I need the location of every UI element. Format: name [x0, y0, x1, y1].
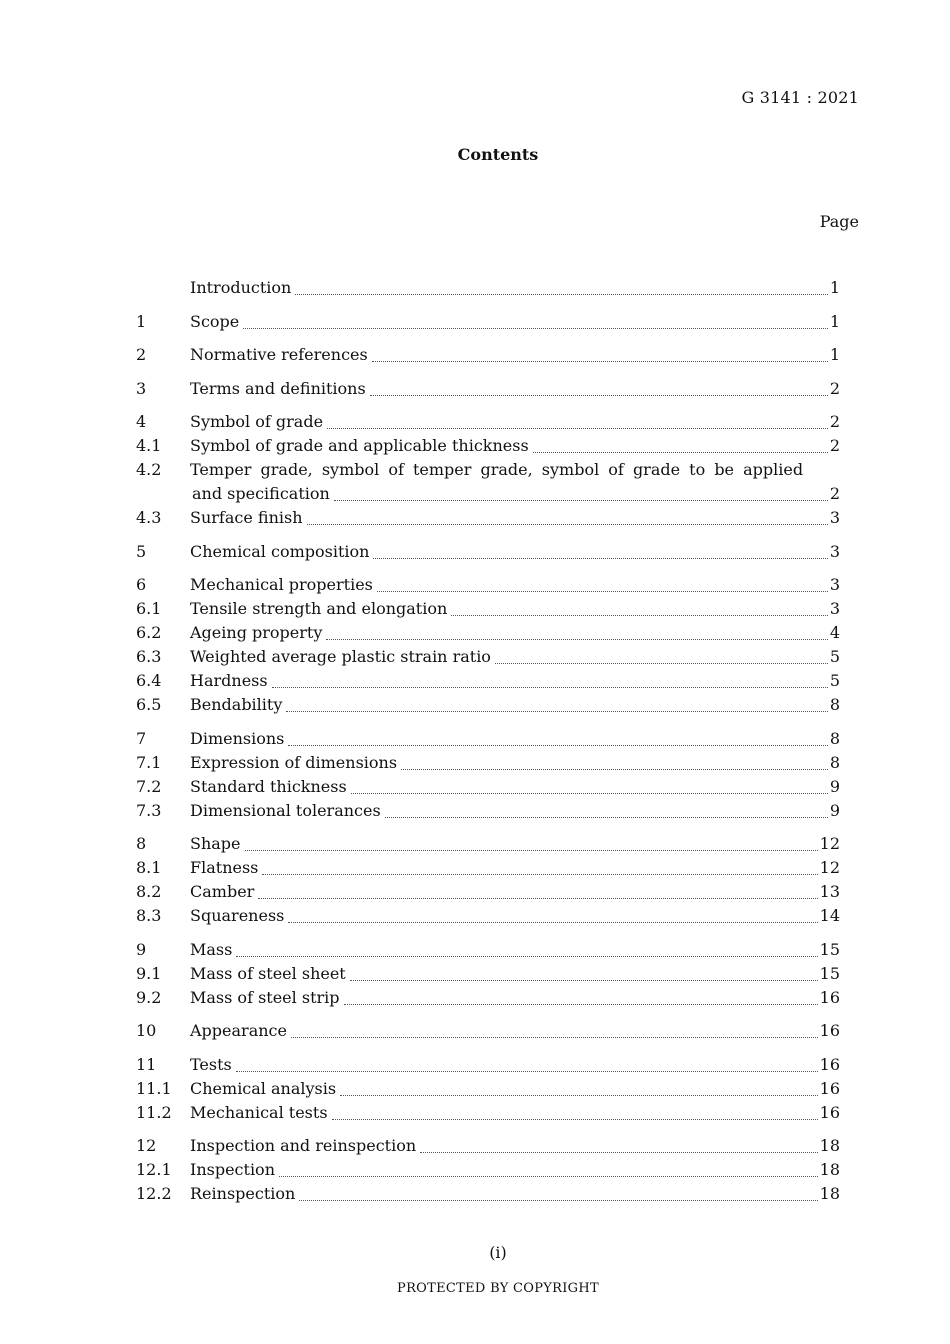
toc-entry-number: 11.2: [136, 1102, 172, 1122]
toc-entry-title: Chemical composition: [190, 541, 370, 561]
toc-entry[interactable]: [136, 1182, 840, 1206]
toc-entry[interactable]: [136, 1077, 840, 1101]
toc-entry-number: 6.1: [136, 599, 162, 618]
toc-entry-title: Mass of steel sheet: [190, 963, 346, 983]
dot-leader: [334, 500, 828, 501]
toc-entry-number: 7.3: [136, 800, 162, 820]
toc-entry-title: Inspection: [190, 1160, 275, 1179]
toc-entry-number: 4.3: [136, 508, 162, 527]
dot-leader: [351, 793, 828, 794]
toc-entry-title: Scope: [190, 311, 240, 331]
toc-entry[interactable]: [136, 1019, 840, 1043]
toc-entry-title: Weighted average plastic strain ratio: [190, 647, 491, 666]
toc-entry-page: 16: [819, 1021, 840, 1040]
dot-leader: [495, 663, 828, 664]
toc-entry[interactable]: [136, 343, 840, 367]
toc-entry[interactable]: [136, 986, 840, 1010]
toc-entry-number: 12: [136, 1136, 157, 1155]
toc-entry-title: Symbol of grade: [190, 412, 324, 431]
copyright-notice: PROTECTED BY COPYRIGHT: [397, 1281, 599, 1296]
dot-leader: [243, 328, 828, 329]
toc-entry-page: 2: [829, 484, 840, 503]
toc-entry-title: Flatness: [190, 858, 259, 877]
toc-entry-number: 7: [136, 728, 147, 748]
toc-entry-page: 5: [829, 671, 840, 690]
toc-entry-number: 6.2: [136, 623, 162, 642]
toc-entry-number: 6.3: [136, 647, 162, 666]
toc-entry-page: 2: [829, 436, 840, 455]
toc-entry-page: 12: [819, 858, 840, 877]
toc-entry-title: Hardness: [190, 671, 268, 690]
toc-entry[interactable]: [136, 540, 840, 564]
dot-leader: [299, 1200, 817, 1201]
toc-entry-title: Symbol of grade and applicable thickness: [190, 436, 529, 455]
toc-entry[interactable]: [136, 727, 840, 751]
toc-entry-title: Mass: [190, 939, 233, 959]
toc-entry-number: 4: [136, 412, 147, 431]
dot-leader: [295, 294, 827, 295]
toc-entry[interactable]: [136, 434, 840, 458]
toc-entry-page: 16: [819, 1078, 840, 1098]
toc-entry-page: 1: [829, 311, 840, 331]
toc-entry-number: 7.2: [136, 776, 162, 796]
toc-entry-number: 6.4: [136, 671, 162, 690]
toc-entry[interactable]: [136, 1134, 840, 1158]
dot-leader: [307, 524, 828, 525]
toc-entry-number: 6.5: [136, 695, 162, 714]
toc-entry-number: 11.1: [136, 1078, 172, 1098]
toc-entry[interactable]: [136, 506, 840, 530]
toc-entry-page: 9: [829, 800, 840, 820]
toc-entry-page: 4: [829, 623, 840, 642]
toc-entry[interactable]: [136, 799, 840, 823]
toc-entry[interactable]: [136, 597, 840, 621]
dot-leader: [373, 558, 827, 559]
toc-entry[interactable]: [136, 856, 840, 880]
toc-entry[interactable]: [136, 1101, 840, 1125]
dot-leader: [286, 711, 827, 712]
toc-entry-page: 3: [829, 508, 840, 527]
toc-entry-page: 8: [829, 695, 840, 714]
toc-entry-page: 18: [819, 1136, 840, 1155]
toc-entry[interactable]: [136, 775, 840, 799]
toc-entry-page: 18: [819, 1184, 840, 1203]
toc-entry[interactable]: [136, 751, 840, 775]
toc-entry-page: 14: [819, 906, 840, 925]
toc-entry[interactable]: [136, 458, 840, 482]
dot-leader: [451, 615, 828, 616]
toc-entry-title: Mechanical properties: [190, 575, 373, 594]
toc-entry-number: 8.2: [136, 882, 162, 901]
toc-entry[interactable]: [136, 276, 840, 300]
toc-entry-title: Terms and definitions: [190, 378, 366, 398]
toc-entry-page: 1: [829, 345, 840, 364]
toc-entry[interactable]: [136, 693, 840, 717]
toc-entry-page: 9: [829, 776, 840, 796]
toc-entry-title: Standard thickness: [190, 776, 347, 796]
toc-entry-title: Tensile strength and elongation: [190, 599, 448, 618]
toc-entry-number: 8: [136, 834, 147, 853]
dot-leader: [258, 898, 817, 899]
toc-entry-title: Inspection and reinspection: [190, 1136, 417, 1155]
document-code: G 3141 : 2021: [741, 88, 859, 107]
toc-entry-page: 2: [829, 378, 840, 398]
toc-entry-title: Shape: [190, 834, 241, 853]
toc-entry-page: 15: [819, 963, 840, 983]
toc-entry[interactable]: [136, 832, 840, 856]
toc-entry-number: 12.1: [136, 1160, 172, 1179]
toc-entry-page: 3: [829, 599, 840, 618]
toc-entry-title: Surface finish: [190, 508, 303, 527]
dot-leader: [344, 1004, 818, 1005]
dot-leader: [272, 687, 828, 688]
toc-entry-number: 9.1: [136, 963, 162, 983]
toc-entry-number: 8.1: [136, 858, 162, 877]
dot-leader: [420, 1152, 817, 1153]
toc-entry[interactable]: [136, 669, 840, 693]
dot-leader: [291, 1037, 818, 1038]
toc-entry[interactable]: [136, 377, 840, 401]
toc-entry[interactable]: [136, 962, 840, 986]
toc-entry-page: 3: [829, 541, 840, 561]
dot-leader: [377, 591, 828, 592]
dot-leader: [385, 817, 828, 818]
dot-leader: [245, 850, 818, 851]
toc-entry-number: 3: [136, 378, 147, 398]
dot-leader: [326, 639, 827, 640]
toc-entry[interactable]: [136, 310, 840, 334]
toc-entry-number: 10: [136, 1021, 157, 1040]
toc-entry[interactable]: [136, 621, 840, 645]
toc-entry-title: and specification: [192, 484, 330, 503]
toc-entry-page: 2: [829, 412, 840, 431]
toc-entry[interactable]: [136, 1053, 840, 1077]
toc-entry-title: Squareness: [190, 906, 285, 925]
toc-entry-title: Normative references: [190, 345, 368, 364]
toc-entry-page: 16: [819, 1054, 840, 1074]
toc-entry[interactable]: [136, 880, 840, 904]
toc-entry-title: Expression of dimensions: [190, 752, 398, 772]
table-of-contents: [136, 276, 840, 1206]
toc-entry-page: 8: [829, 728, 840, 748]
toc-entry-page: 1: [829, 278, 840, 297]
toc-entry-number: 2: [136, 345, 147, 364]
page-column-label: Page: [819, 212, 859, 231]
toc-entry-page: 16: [819, 987, 840, 1007]
toc-entry-number: 5: [136, 541, 147, 561]
toc-entry-title: Ageing property: [190, 623, 323, 642]
dot-leader: [340, 1095, 818, 1096]
toc-entry-page: 5: [829, 647, 840, 666]
toc-entry-number: 6: [136, 575, 147, 594]
dot-leader: [372, 361, 828, 362]
dot-leader: [236, 1071, 818, 1072]
toc-entry-number: 7.1: [136, 752, 162, 772]
toc-entry-page: 12: [819, 834, 840, 853]
toc-entry-title: Mechanical tests: [190, 1102, 328, 1122]
dot-leader: [533, 452, 828, 453]
toc-entry-number: 9: [136, 939, 147, 959]
toc-entry-page: 3: [829, 575, 840, 594]
footer-page-number: (i): [489, 1243, 507, 1262]
toc-entry-page: 13: [819, 882, 840, 901]
toc-entry[interactable]: [136, 938, 840, 962]
toc-entry-title: Reinspection: [190, 1184, 296, 1203]
toc-entry-title: Camber: [190, 882, 255, 901]
toc-entry-number: 9.2: [136, 987, 162, 1007]
dot-leader: [350, 980, 818, 981]
toc-entry[interactable]: [136, 1158, 840, 1182]
toc-entry-title: Tests: [190, 1054, 232, 1074]
dot-leader: [332, 1119, 818, 1120]
toc-entry-number: 4.1: [136, 436, 162, 455]
toc-entry-title: Appearance: [190, 1021, 287, 1040]
toc-entry-title: Dimensional tolerances: [190, 800, 381, 820]
toc-entry-title: Dimensions: [190, 728, 285, 748]
toc-entry-number: 8.3: [136, 906, 162, 925]
toc-entry-page: 18: [819, 1160, 840, 1179]
toc-entry-title: Bendability: [190, 695, 283, 714]
toc-entry-title: Chemical analysis: [190, 1078, 337, 1098]
dot-leader: [327, 428, 828, 429]
dot-leader: [262, 874, 817, 875]
dot-leader: [288, 745, 827, 746]
toc-entry-title: Introduction: [190, 278, 292, 297]
toc-entry-title: Temper grade, symbol of temper grade, symbol of grade to be applied: [190, 460, 804, 479]
toc-entry-number: 1: [136, 311, 147, 331]
toc-entry-number: 4.2: [136, 460, 162, 479]
toc-entry-number: 12.2: [136, 1184, 172, 1203]
toc-entry-number: 11: [136, 1054, 157, 1074]
dot-leader: [279, 1176, 818, 1177]
toc-entry[interactable]: [136, 410, 840, 434]
toc-entry[interactable]: [136, 904, 840, 928]
dot-leader: [401, 769, 828, 770]
page-title: Contents: [457, 145, 539, 164]
toc-entry-page: 8: [829, 752, 840, 772]
toc-entry-page: 15: [819, 939, 840, 959]
toc-entry-title: Mass of steel strip: [190, 987, 340, 1007]
toc-entry[interactable]: [136, 482, 840, 506]
toc-entry[interactable]: [136, 573, 840, 597]
dot-leader: [370, 395, 828, 396]
dot-leader: [288, 922, 817, 923]
toc-entry-page: 16: [819, 1102, 840, 1122]
toc-entry[interactable]: [136, 645, 840, 669]
dot-leader: [236, 956, 817, 957]
